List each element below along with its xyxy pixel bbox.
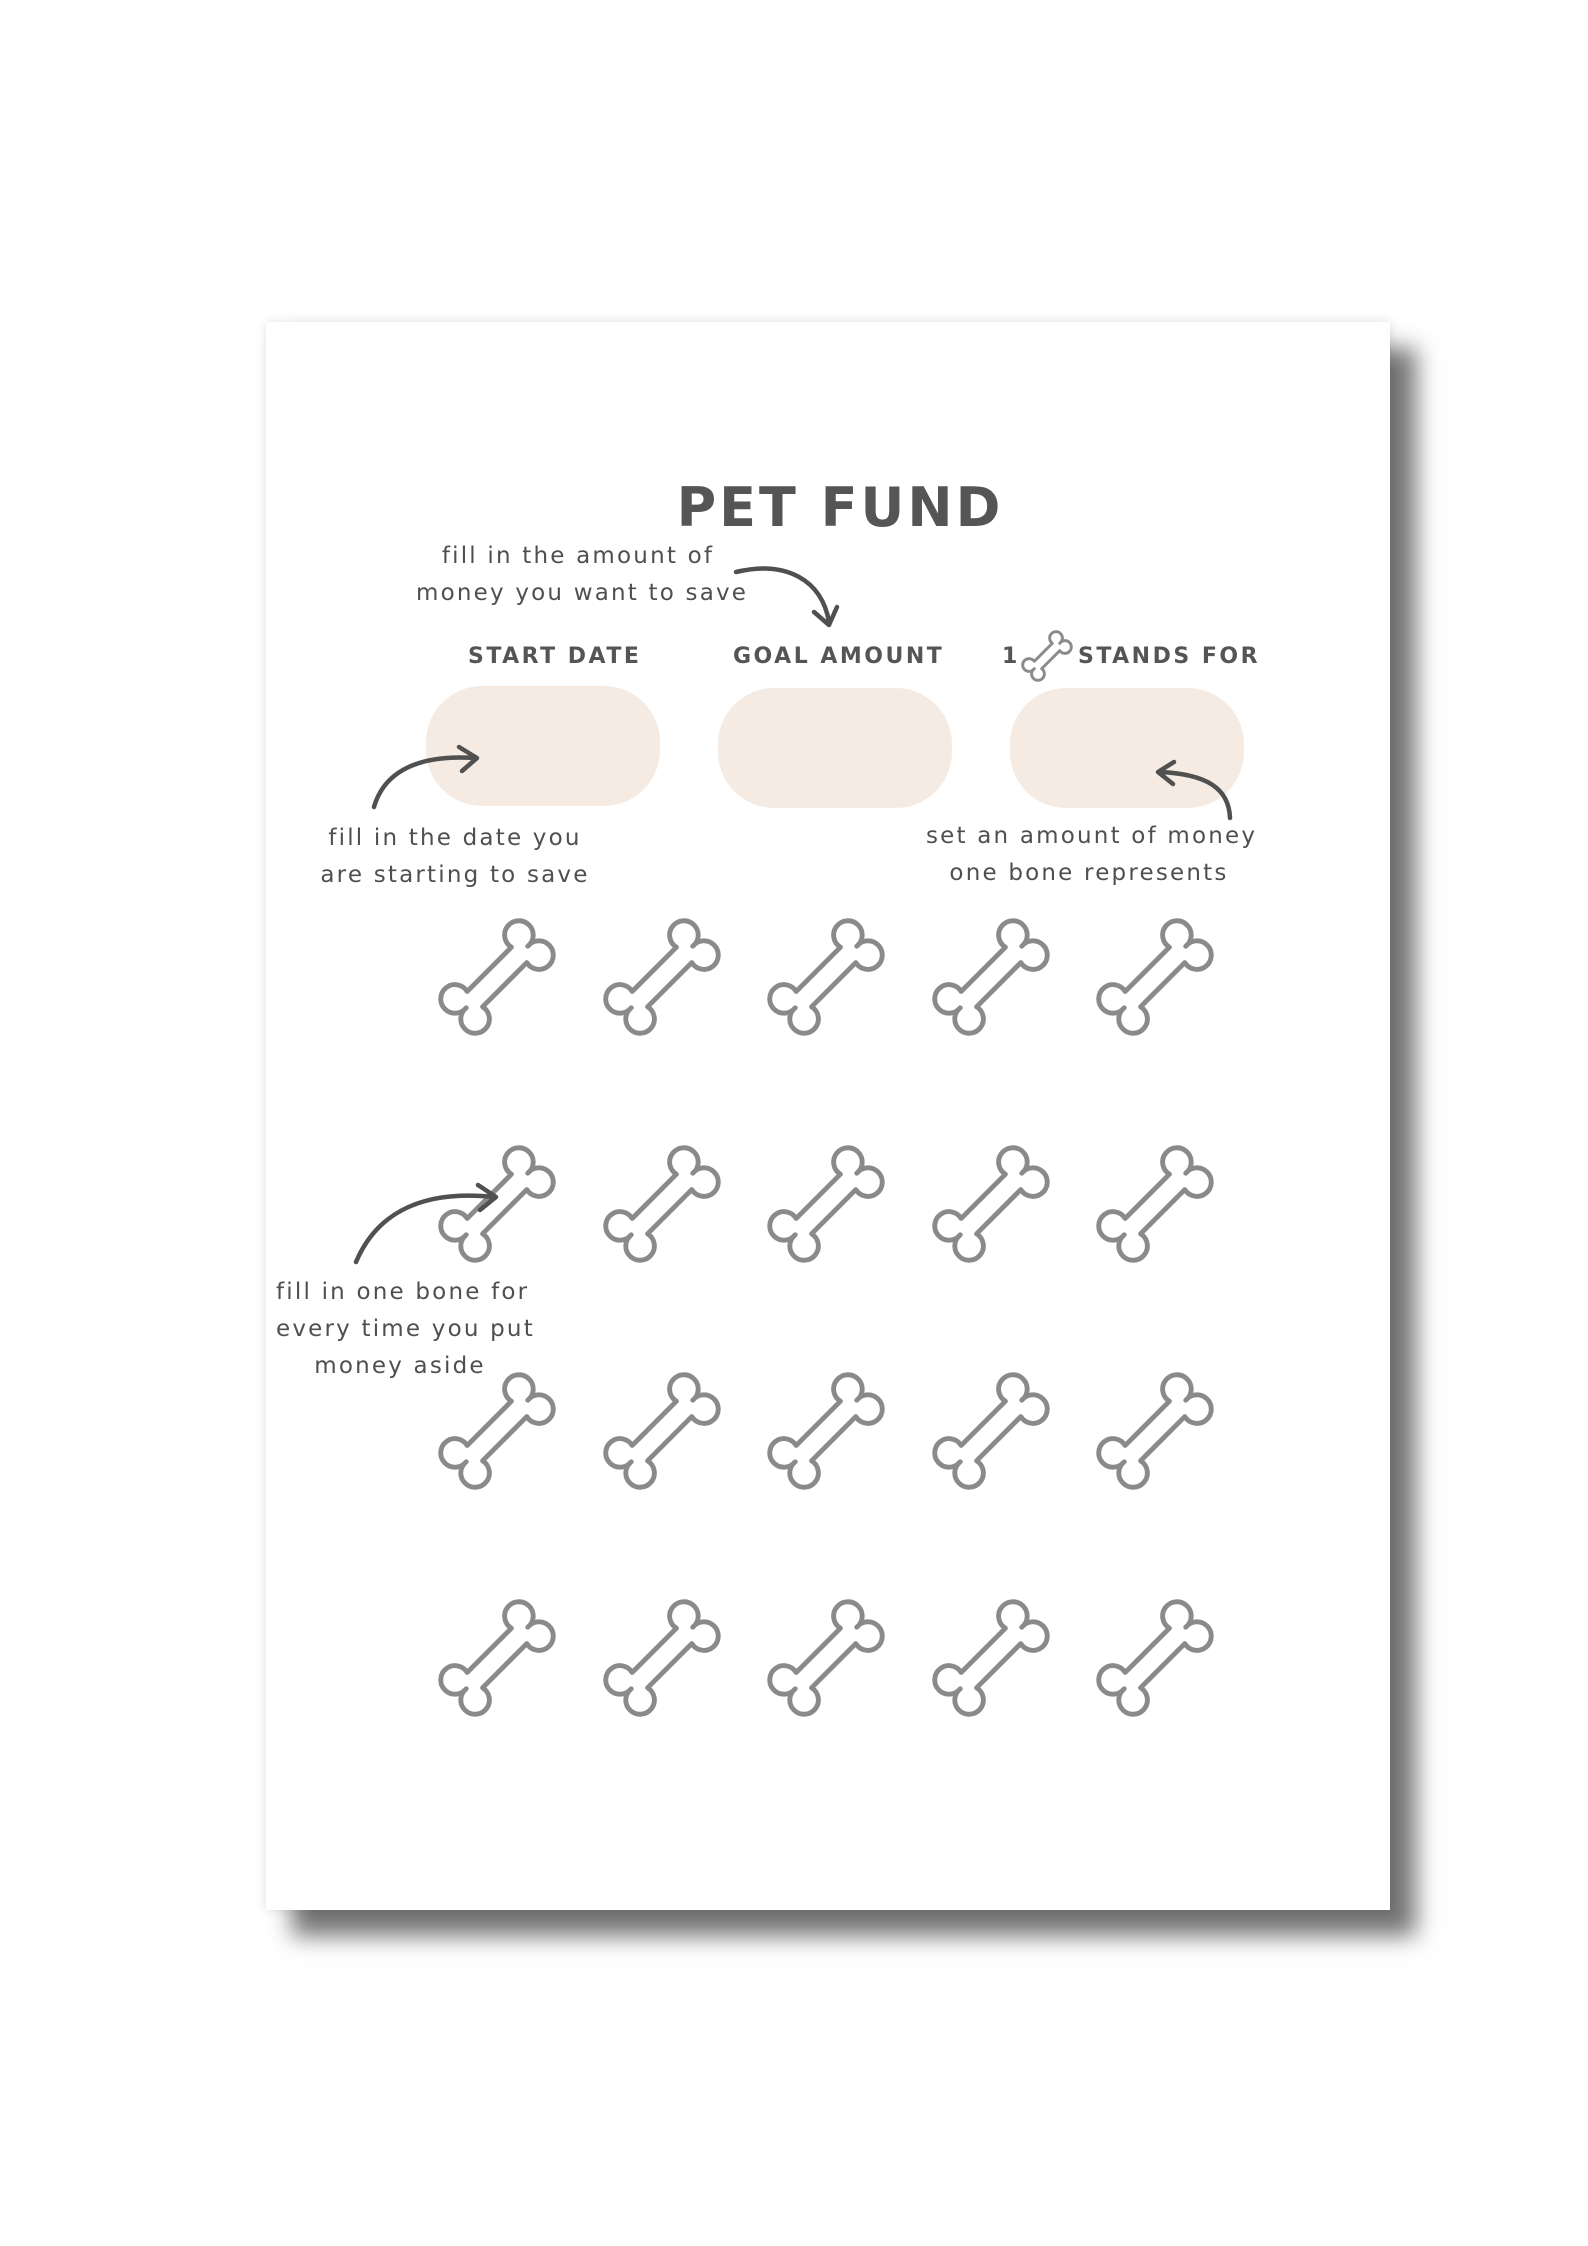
stands-for-label: STANDS FOR	[1078, 644, 1261, 669]
bone-icon[interactable]	[923, 1363, 1059, 1499]
bone-icon	[1018, 627, 1076, 685]
bone-icon[interactable]	[594, 1363, 730, 1499]
bone-icon[interactable]	[1087, 909, 1223, 1045]
stands-for-prefix: 1	[1002, 644, 1020, 669]
bone-icon[interactable]	[1087, 1136, 1223, 1272]
bone-icon[interactable]	[594, 909, 730, 1045]
savings-tracker-sheet	[266, 322, 1390, 1910]
bone-icon[interactable]	[923, 909, 1059, 1045]
start-date-field[interactable]	[426, 686, 660, 806]
bone-icon[interactable]	[758, 1136, 894, 1272]
goal-amount-field[interactable]	[718, 688, 952, 808]
bone-icon[interactable]	[758, 1363, 894, 1499]
bone-icon[interactable]	[429, 1363, 565, 1499]
page-title: PET FUND	[676, 476, 1004, 539]
bone-icon[interactable]	[758, 1590, 894, 1726]
bone-icon[interactable]	[594, 1590, 730, 1726]
bone-icon[interactable]	[758, 909, 894, 1045]
bone-icon[interactable]	[429, 909, 565, 1045]
fill-bone-hint: fill in one bone for every time you put money aside	[276, 1279, 535, 1379]
bone-icon[interactable]	[923, 1136, 1059, 1272]
bone-value-hint: set an amount of money one bone represents	[926, 823, 1258, 886]
bone-icon[interactable]	[594, 1136, 730, 1272]
bone-icon[interactable]	[1087, 1363, 1223, 1499]
goal-amount-label: GOAL AMOUNT	[733, 644, 945, 669]
start-date-hint: fill in the date you are starting to save	[320, 825, 590, 888]
bone-icon[interactable]	[429, 1136, 565, 1272]
start-date-label: START DATE	[468, 644, 642, 669]
bone-icon[interactable]	[429, 1590, 565, 1726]
bone-icon[interactable]	[923, 1590, 1059, 1726]
bone-value-field[interactable]	[1010, 688, 1244, 808]
curved-arrow-icon	[736, 569, 837, 625]
goal-amount-hint: fill in the amount of money you want to save	[416, 543, 749, 606]
bone-icon[interactable]	[1087, 1590, 1223, 1726]
